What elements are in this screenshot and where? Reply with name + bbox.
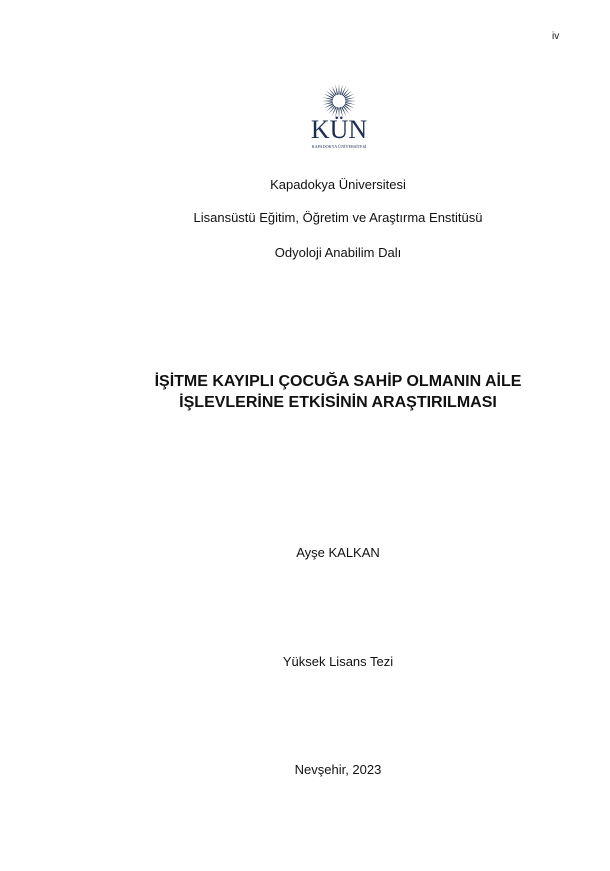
- thesis-title-line-1: İŞİTME KAYIPLI ÇOCUĞA SAHİP OLMANIN AİLE: [154, 373, 522, 390]
- university-logo: [300, 80, 378, 152]
- logo-ray: [345, 100, 356, 101]
- thesis-title-line-2: İŞLEVLERİNE ETKİSİNİN ARAŞTIRILMASI: [179, 394, 497, 411]
- thesis-type: Yüksek Lisans Tezi: [282, 654, 394, 669]
- logo-tagline: KAPADOKYA ÜNİVERSİTESİ: [311, 144, 367, 149]
- logo-ray: [322, 100, 333, 101]
- sunburst-emblem-icon: [300, 80, 378, 152]
- logo-wordmark: KÜN: [310, 115, 368, 144]
- place-date: Nevşehir, 2023: [294, 762, 382, 777]
- page-number: iv: [552, 31, 560, 42]
- department-name: Odyoloji Anabilim Dalı: [274, 245, 402, 260]
- university-name: Kapadokya Üniversitesi: [270, 177, 406, 192]
- institute-name: Lisansüstü Eğitim, Öğretim ve Araştırma Enstitüsü: [193, 210, 483, 225]
- thesis-title: [40, 371, 610, 413]
- logo-ray: [338, 84, 339, 95]
- author-name: Ayşe KALKAN: [296, 545, 380, 560]
